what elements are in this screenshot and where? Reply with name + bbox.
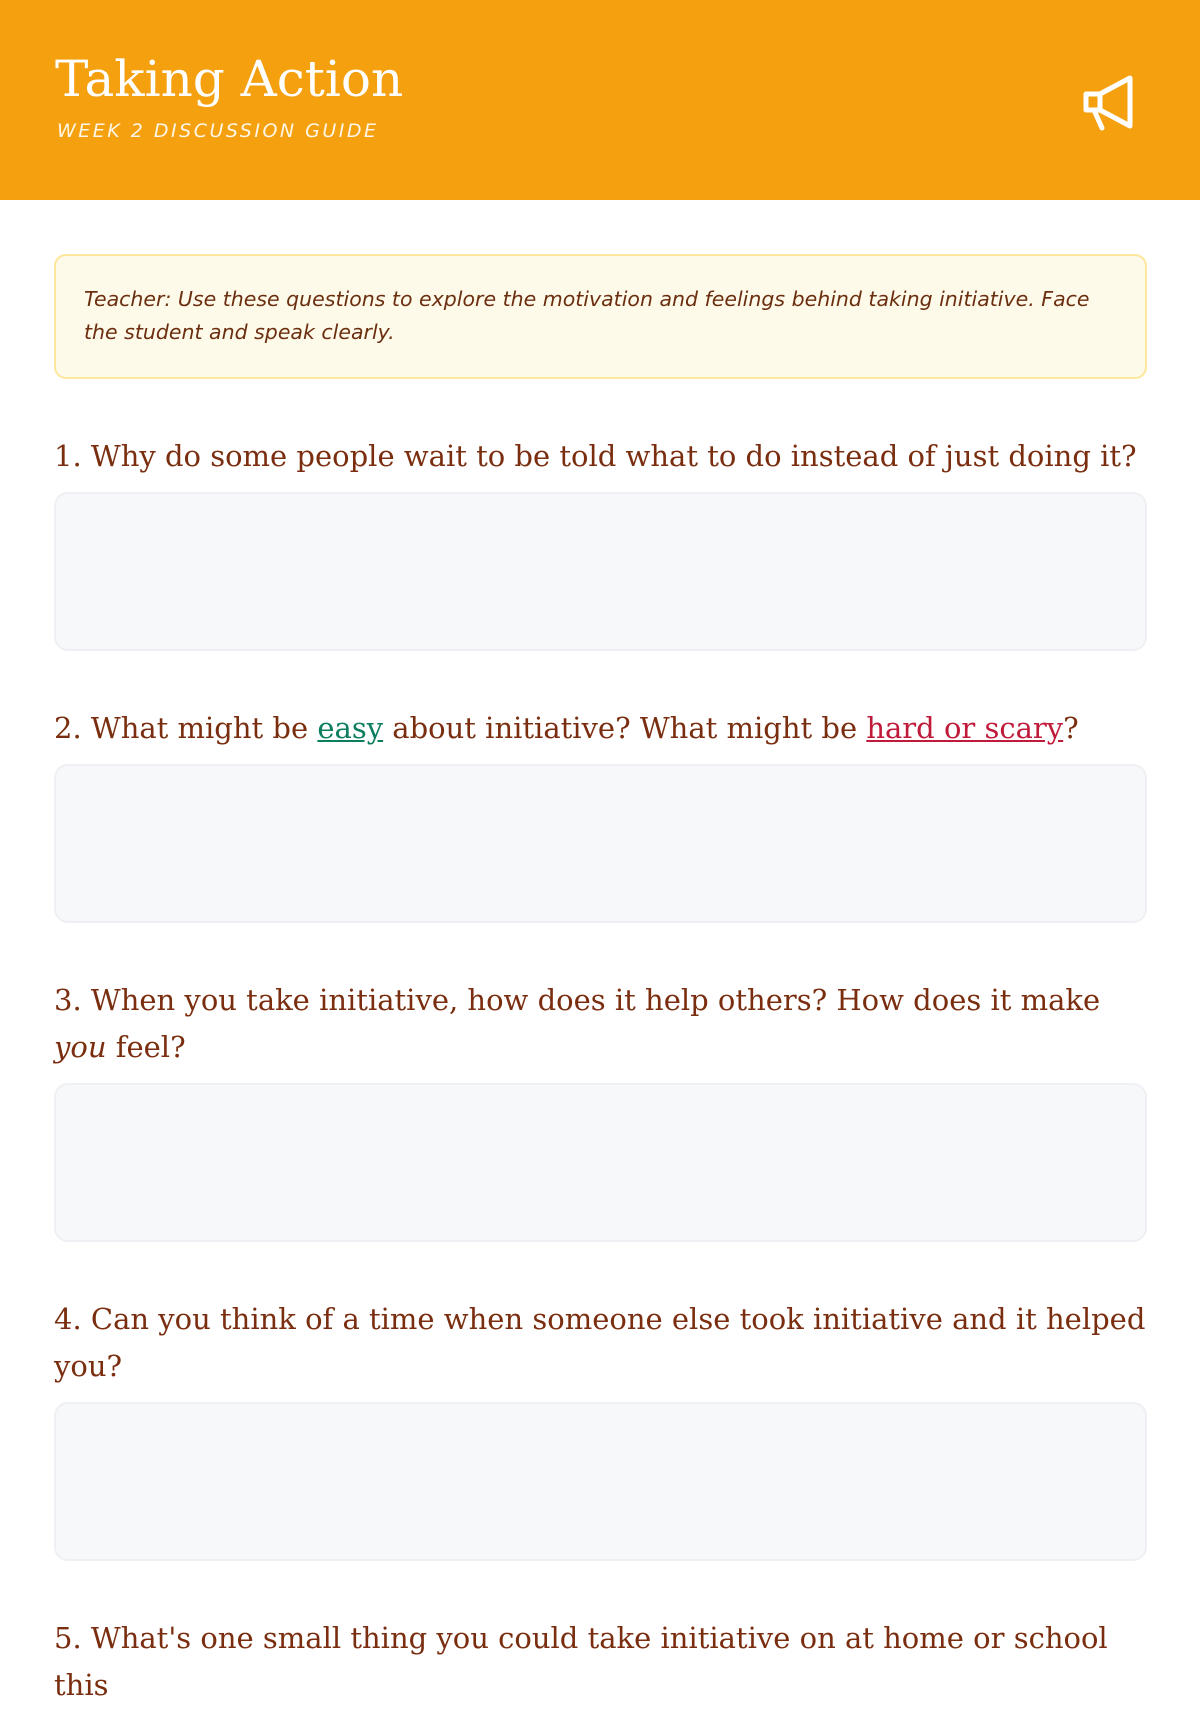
question-2-suffix: ? <box>1063 711 1079 745</box>
question-2-middle: about initiative? What might be <box>383 711 867 745</box>
question-5-text: 5. What's one small thing you could take initiative on at home or school this <box>54 1621 1108 1702</box>
page-subtitle: WEEK 2 DISCUSSION GUIDE <box>57 120 379 142</box>
easy-highlight: easy <box>317 711 384 745</box>
question-3-prefix: 3. When you take initiative, how does it help others? How does it make <box>54 983 1101 1017</box>
question-4-text: 4. Can you think of a time when someone else took initiative and it helped you? <box>54 1302 1146 1383</box>
question-2 <box>54 705 1147 752</box>
answer-field-4[interactable] <box>54 1402 1147 1561</box>
teacher-note: Teacher: Use these questions to explore the motivation and feelings behind taking initiative. Face the student and speak clearly. <box>54 254 1147 379</box>
question-4 <box>54 1296 1147 1390</box>
question-3-suffix: feel? <box>106 1030 186 1064</box>
question-1-text: 1. Why do some people wait to be told what to do instead of just doing it? <box>54 439 1137 473</box>
megaphone-icon <box>1080 70 1144 134</box>
main-content <box>54 254 1147 1709</box>
question-3-emphasis: you <box>54 1030 107 1064</box>
page-header <box>0 0 1200 200</box>
question-3 <box>54 977 1147 1071</box>
question-1 <box>54 433 1147 480</box>
answer-field-1[interactable] <box>54 492 1147 651</box>
hard-highlight: hard or scary <box>866 711 1064 745</box>
page-title: Taking Action <box>55 50 404 108</box>
question-2-prefix: 2. What might be <box>54 711 318 745</box>
answer-field-3[interactable] <box>54 1083 1147 1242</box>
answer-field-2[interactable] <box>54 764 1147 923</box>
question-5 <box>54 1615 1147 1709</box>
